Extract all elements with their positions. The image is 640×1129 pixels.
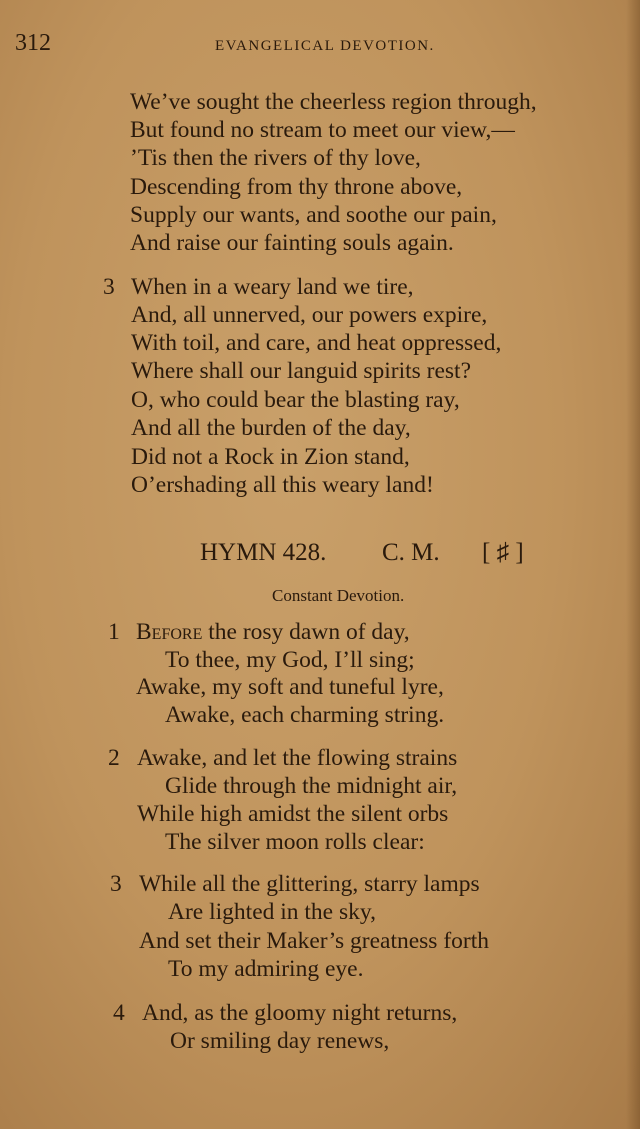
verse-line: Are lighted in the sky, — [168, 899, 376, 925]
hymn-title: HYMN 428. — [200, 539, 327, 566]
hymn-mark: [ ♯ ] — [482, 539, 524, 566]
verse-line: Awake, my soft and tuneful lyre, — [136, 674, 444, 700]
page-edge-shadow — [626, 0, 640, 1129]
verse-line: Did not a Rock in Zion stand, — [131, 444, 410, 470]
verse-line: Awake, each charming string. — [165, 702, 445, 728]
stanza-number: 4 — [113, 1000, 125, 1026]
verse-line: O’ershading all this weary land! — [131, 472, 434, 498]
verse-line: And all the burden of the day, — [131, 415, 411, 441]
verse-line: While all the glittering, starry lamps — [139, 871, 480, 897]
page-number: 312 — [15, 30, 51, 56]
running-title: EVANGELICAL DEVOTION. — [215, 38, 435, 54]
verse-line: While high amidst the silent orbs — [137, 801, 449, 827]
stanza-number: 3 — [103, 274, 115, 300]
verse-line: But found no stream to meet our view,— — [130, 117, 515, 143]
hymn-meter: C. M. — [382, 539, 440, 566]
verse-line: To thee, my God, I’ll sing; — [165, 647, 415, 673]
first-word: Before — [136, 619, 203, 645]
stanza-number: 2 — [108, 745, 120, 771]
verse-line: And, as the gloomy night returns, — [142, 1000, 458, 1026]
stanza-number: 1 — [108, 619, 120, 645]
verse-line: Glide through the midnight air, — [165, 773, 458, 799]
verse-line: We’ve sought the cheerless region through, — [130, 89, 537, 115]
verse-line: And set their Maker’s greatness forth — [139, 928, 490, 954]
verse-line — [136, 618, 410, 646]
verse-line: Supply our wants, and soothe our pain, — [130, 202, 497, 228]
stanza-number: 3 — [110, 871, 122, 897]
verse-line: And raise our fainting souls again. — [130, 230, 454, 256]
verse-line: ’Tis then the rivers of thy love, — [130, 145, 421, 171]
verse-line: With toil, and care, and heat oppressed, — [131, 330, 502, 356]
verse-line: Where shall our languid spirits rest? — [131, 358, 472, 384]
verse-text: the rosy dawn of day, — [202, 619, 410, 645]
verse-line: When in a weary land we tire, — [131, 274, 414, 300]
hymn-subtitle: Constant Devotion. — [272, 586, 405, 605]
verse-line: The silver moon rolls clear: — [165, 829, 425, 855]
verse-line: Awake, and let the flowing strains — [137, 745, 458, 771]
verse-line: And, all unnerved, our powers expire, — [131, 302, 488, 328]
verse-line: O, who could bear the blasting ray, — [131, 387, 460, 413]
verse-line: To my admiring eye. — [168, 956, 364, 982]
verse-line: Or smiling day renews, — [170, 1028, 390, 1054]
verse-line: Descending from thy throne above, — [130, 174, 463, 200]
